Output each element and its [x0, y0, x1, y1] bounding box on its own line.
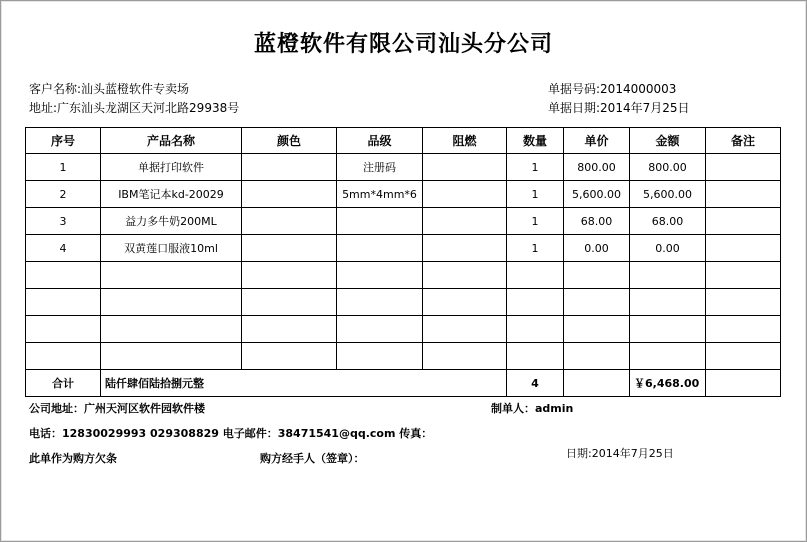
table-row — [26, 208, 781, 235]
cell-color — [242, 262, 337, 289]
cell-color — [242, 208, 337, 235]
cell-amount: 5,600.00 — [630, 181, 706, 208]
table-row — [26, 289, 781, 316]
cell-flame-retardant — [423, 208, 507, 235]
cell-remark — [706, 262, 781, 289]
col-header: 备注 — [706, 128, 781, 154]
cell-flame-retardant — [423, 235, 507, 262]
cell-unit-price — [564, 289, 630, 316]
customer-name: 汕头蓝橙软件专卖场 — [81, 82, 190, 96]
cell-product-name — [101, 289, 242, 316]
doc-date: 2014年7月25日 — [600, 101, 690, 115]
cell-color — [242, 181, 337, 208]
cell-quantity — [507, 262, 564, 289]
cell-quantity — [507, 316, 564, 343]
cell-row-index — [26, 343, 101, 370]
doc-number-line — [548, 80, 676, 97]
table-row — [26, 262, 781, 289]
cell-grade — [337, 235, 423, 262]
cell-amount: 800.00 — [630, 154, 706, 181]
cell-grade — [337, 262, 423, 289]
document-maker: 制单人：admin — [491, 402, 574, 415]
cell-amount: 68.00 — [630, 208, 706, 235]
cell-flame-retardant — [423, 289, 507, 316]
doc-date-label: 单据日期: — [548, 101, 601, 115]
cell-amount — [630, 343, 706, 370]
cell-quantity — [507, 289, 564, 316]
cell-remark — [706, 208, 781, 235]
cell-quantity: 1 — [507, 235, 564, 262]
col-header: 序号 — [26, 128, 101, 154]
buyer-signature: 购方经手人（签章）： — [260, 452, 365, 465]
cell-row-index — [26, 289, 101, 316]
cell-remark — [706, 343, 781, 370]
cell-product-name — [101, 316, 242, 343]
cell-product-name: 单据打印软件 — [101, 154, 242, 181]
document-title: 蓝橙软件有限公司汕头分公司 — [253, 31, 553, 57]
cell-remark — [706, 316, 781, 343]
total-amount: ￥6,468.00 — [630, 370, 706, 397]
cell-color — [242, 235, 337, 262]
doc-date-line — [548, 99, 690, 116]
cell-flame-retardant — [423, 154, 507, 181]
cell-quantity: 1 — [507, 208, 564, 235]
cell-grade — [337, 316, 423, 343]
total-remark-cell — [706, 370, 781, 397]
total-blank-cell — [564, 370, 630, 397]
customer-address-line — [29, 99, 239, 116]
cell-quantity: 1 — [507, 154, 564, 181]
cell-row-index — [26, 316, 101, 343]
table-row — [26, 181, 781, 208]
cell-quantity — [507, 343, 564, 370]
footer-date: 日期:2014年7月25日 — [566, 447, 674, 460]
cell-unit-price: 5,600.00 — [564, 181, 630, 208]
cell-row-index: 3 — [26, 208, 101, 235]
customer-name-line — [29, 80, 189, 97]
cell-flame-retardant — [423, 343, 507, 370]
cell-unit-price — [564, 262, 630, 289]
customer-address-label: 地址: — [29, 101, 58, 115]
doc-number: 2014000003 — [600, 82, 677, 96]
cell-unit-price: 68.00 — [564, 208, 630, 235]
total-label: 合计 — [26, 370, 101, 397]
cell-product-name: 益力多牛奶200ML — [101, 208, 242, 235]
cell-remark — [706, 289, 781, 316]
company-address: 公司地址：广州天河区软件园软件楼 — [29, 402, 205, 415]
col-header: 数量 — [507, 128, 564, 154]
total-amount-words: 陆仟肆佰陆拾捌元整 — [101, 370, 507, 397]
total-row — [26, 370, 781, 397]
cell-row-index: 2 — [26, 181, 101, 208]
cell-product-name: 双黄莲口服液10ml — [101, 235, 242, 262]
cell-product-name — [101, 343, 242, 370]
cell-grade: 5mm*4mm*6 — [337, 181, 423, 208]
cell-flame-retardant — [423, 316, 507, 343]
cell-grade: 注册码 — [337, 154, 423, 181]
items-table — [25, 127, 781, 397]
cell-unit-price — [564, 343, 630, 370]
col-header: 阻燃 — [423, 128, 507, 154]
cell-unit-price: 800.00 — [564, 154, 630, 181]
cell-unit-price: 0.00 — [564, 235, 630, 262]
debt-note: 此单作为购方欠条 — [29, 452, 117, 465]
cell-grade — [337, 289, 423, 316]
cell-product-name — [101, 262, 242, 289]
total-quantity: 4 — [507, 370, 564, 397]
col-header: 金额 — [630, 128, 706, 154]
cell-remark — [706, 154, 781, 181]
cell-row-index: 1 — [26, 154, 101, 181]
table-row — [26, 235, 781, 262]
table-row — [26, 154, 781, 181]
cell-amount — [630, 289, 706, 316]
cell-flame-retardant — [423, 262, 507, 289]
cell-flame-retardant — [423, 181, 507, 208]
col-header: 单价 — [564, 128, 630, 154]
contact-info: 电话：12830029993 029308829 电子邮件：38471541@qq.com 传真： — [29, 427, 433, 440]
cell-unit-price — [564, 316, 630, 343]
cell-remark — [706, 235, 781, 262]
col-header: 产品名称 — [101, 128, 242, 154]
cell-color — [242, 289, 337, 316]
table-row — [26, 343, 781, 370]
cell-color — [242, 343, 337, 370]
table-header-row — [26, 128, 781, 154]
cell-remark — [706, 181, 781, 208]
customer-address: 广东汕头龙湖区天河北路29938号 — [57, 101, 240, 115]
col-header: 品级 — [337, 128, 423, 154]
customer-name-label: 客户名称: — [29, 82, 82, 96]
cell-quantity: 1 — [507, 181, 564, 208]
table-row — [26, 316, 781, 343]
cell-product-name: IBM笔记本kd-20029 — [101, 181, 242, 208]
cell-grade — [337, 343, 423, 370]
cell-grade — [337, 208, 423, 235]
cell-row-index: 4 — [26, 235, 101, 262]
cell-amount — [630, 316, 706, 343]
doc-number-label: 单据号码: — [548, 82, 601, 96]
cell-row-index — [26, 262, 101, 289]
cell-color — [242, 154, 337, 181]
cell-amount — [630, 262, 706, 289]
cell-color — [242, 316, 337, 343]
col-header: 颜色 — [242, 128, 337, 154]
cell-amount: 0.00 — [630, 235, 706, 262]
